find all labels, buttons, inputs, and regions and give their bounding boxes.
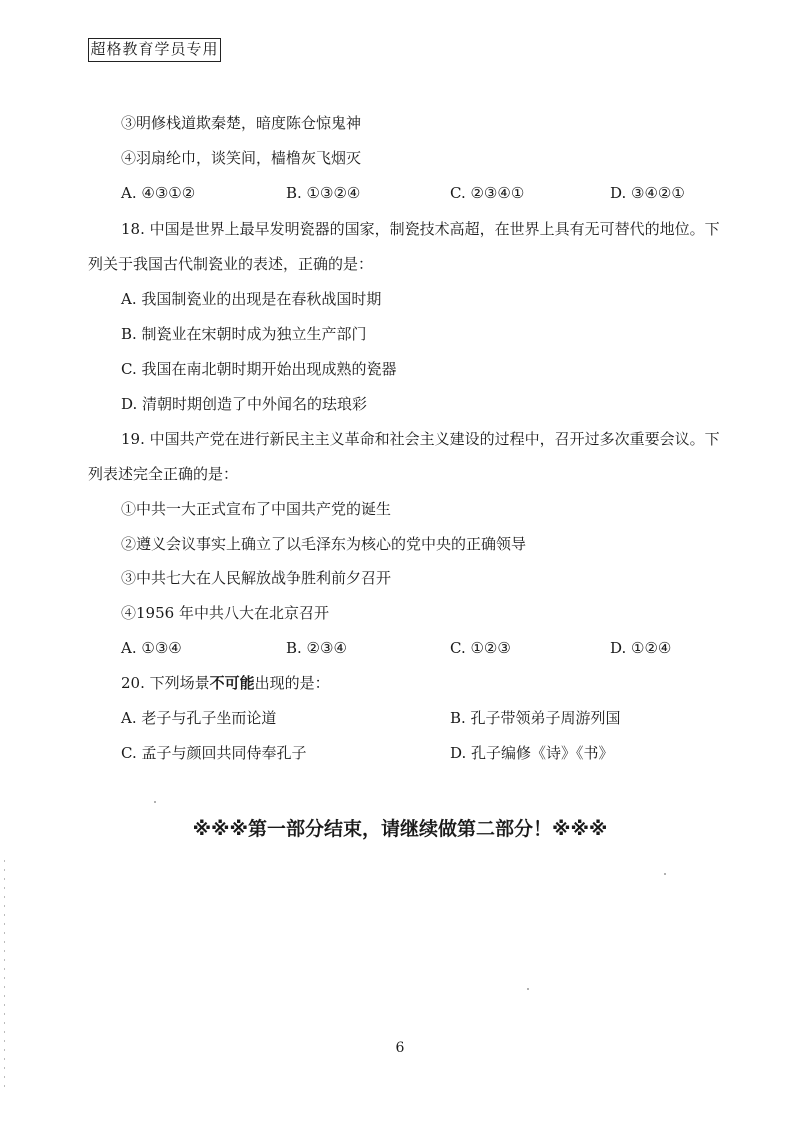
q20-stem-suffix: 出现的是： — [254, 674, 330, 692]
page-number: 6 — [395, 1040, 405, 1056]
q20-stem-emphasis: 不可能 — [209, 674, 255, 692]
scan-edge-noise — [4, 860, 5, 1090]
q18-option-c: C. 我国在南北朝时期开始出现成熟的瓷器 — [121, 360, 397, 378]
q18-option-a: A. 我国制瓷业的出现是在春秋战国时期 — [121, 290, 382, 308]
scan-speck — [664, 873, 666, 875]
q17-option-a: A. ④③①② — [121, 184, 196, 202]
q18-stem-line-1: 18. 中国是世界上最早发明瓷器的国家，制瓷技术高超，在世界上具有无可替代的地位。下 — [121, 220, 720, 238]
q20-option-d: D. 孔子编修《诗》《书》 — [450, 744, 614, 762]
q19-option-d: D. ①②④ — [610, 639, 672, 657]
q19-option-c: C. ①②③ — [450, 639, 511, 657]
q20-stem — [121, 672, 330, 694]
scan-speck — [527, 988, 529, 990]
q19-option-a: A. ①③④ — [121, 639, 182, 657]
scan-speck — [154, 801, 156, 803]
part-one-end-banner: ※※※第一部分结束，请继续做第二部分！※※※ — [192, 818, 608, 840]
student-use-stamp: 超格教育学员专用 — [88, 38, 221, 62]
q19-item-1: ①中共一大正式宣布了中国共产党的诞生 — [121, 500, 392, 518]
q19-item-3: ③中共七大在人民解放战争胜利前夕召开 — [121, 569, 392, 587]
q20-stem-prefix: 20. 下列场景 — [121, 674, 210, 692]
q20-option-b: B. 孔子带领弟子周游列国 — [450, 709, 621, 727]
q17-option-c: C. ②③④① — [450, 184, 525, 202]
q20-option-c: C. 孟子与颜回共同侍奉孔子 — [121, 744, 307, 762]
q19-stem-line-2: 列表述完全正确的是： — [88, 465, 239, 483]
q17-option-d: D. ③④②① — [610, 184, 685, 202]
q17-item-3: ③明修栈道欺秦楚，暗度陈仓惊鬼神 — [121, 114, 362, 132]
q19-option-b: B. ②③④ — [286, 639, 347, 657]
q19-stem-line-1: 19. 中国共产党在进行新民主主义革命和社会主义建设的过程中，召开过多次重要会议。下 — [121, 430, 720, 448]
q18-option-d: D. 清朝时期创造了中外闻名的珐琅彩 — [121, 395, 368, 413]
q19-item-4: ④1956 年中共八大在北京召开 — [121, 604, 329, 622]
q18-stem-line-2: 列关于我国古代制瓷业的表述，正确的是： — [88, 255, 374, 273]
q18-option-b: B. 制瓷业在宋朝时成为独立生产部门 — [121, 325, 367, 343]
q20-option-a: A. 老子与孔子坐而论道 — [121, 709, 277, 727]
q17-item-4: ④羽扇纶巾，谈笑间，樯橹灰飞烟灭 — [121, 149, 362, 167]
q17-option-b: B. ①③②④ — [286, 184, 361, 202]
q19-item-2: ②遵义会议事实上确立了以毛泽东为核心的党中央的正确领导 — [121, 535, 527, 553]
